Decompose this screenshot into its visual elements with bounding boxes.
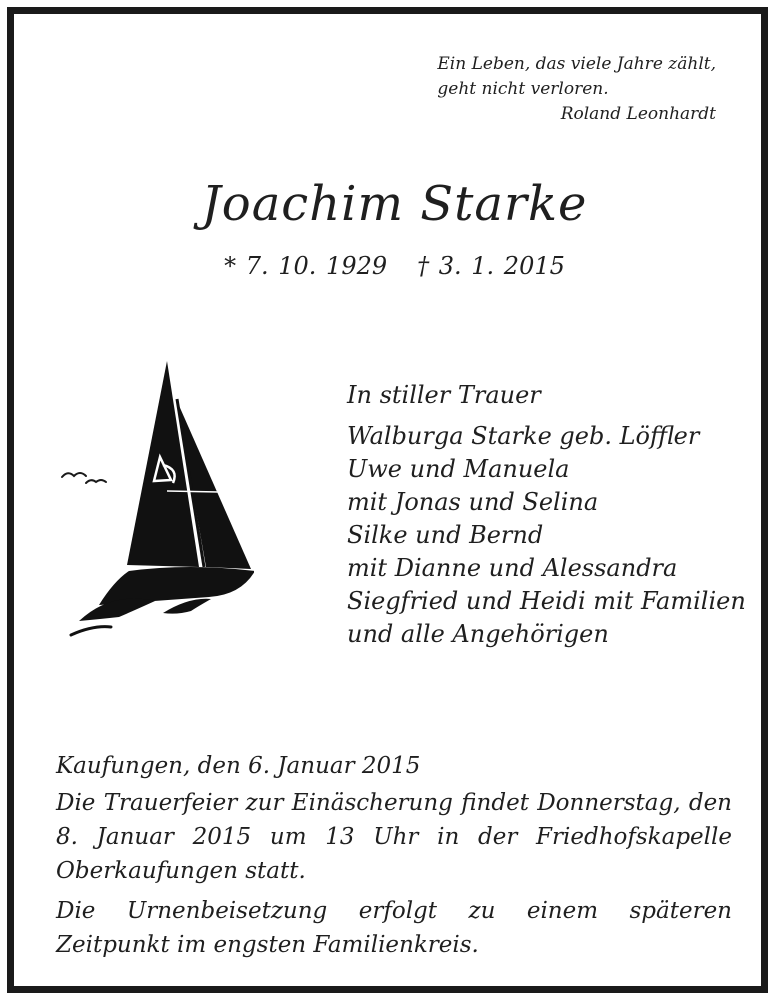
mourners-lead: In stiller Trauer bbox=[347, 381, 541, 409]
mourner-name: mit Jonas und Selina bbox=[347, 488, 599, 516]
mourner-name: Siegfried und Heidi mit Familien bbox=[347, 587, 746, 615]
burial-notice: Die Urnenbeisetzung erfolgt zu einem späteren Zeitpunkt im engsten Familienkreis. bbox=[56, 898, 732, 958]
life-dates bbox=[14, 252, 775, 280]
funeral-info bbox=[56, 749, 732, 968]
death-date: † 3. 1. 2015 bbox=[417, 252, 565, 280]
epigraph-quote bbox=[437, 52, 716, 127]
deceased-name: Joachim Starke bbox=[201, 176, 588, 232]
mourner-name: Walburga Starke geb. Löffler bbox=[347, 422, 700, 450]
birth-date: * 7. 10. 1929 bbox=[224, 252, 388, 280]
quote-author: Roland Leonhardt bbox=[560, 104, 716, 124]
mourner-name: Uwe und Manuela bbox=[347, 455, 570, 483]
place-date: Kaufungen, den 6. Januar 2015 bbox=[56, 753, 421, 779]
sailboat-icon bbox=[59, 349, 254, 639]
mourners-list bbox=[347, 379, 746, 651]
mourner-name: und alle Angehörigen bbox=[347, 620, 609, 648]
mourner-name: mit Dianne und Alessandra bbox=[347, 554, 678, 582]
ceremony-notice: Die Trauerfeier zur Einäscherung findet Donnerstag, den 8. Januar 2015 um 13 Uhr in der Friedhofskapelle Oberkaufungen statt. bbox=[56, 790, 732, 884]
mourner-name: Silke und Bernd bbox=[347, 521, 544, 549]
quote-line-1: Ein Leben, das viele Jahre zählt, bbox=[437, 54, 716, 74]
obituary-frame bbox=[7, 7, 768, 993]
seagull-icon bbox=[62, 473, 106, 483]
quote-line-2: geht nicht verloren. bbox=[437, 79, 609, 99]
